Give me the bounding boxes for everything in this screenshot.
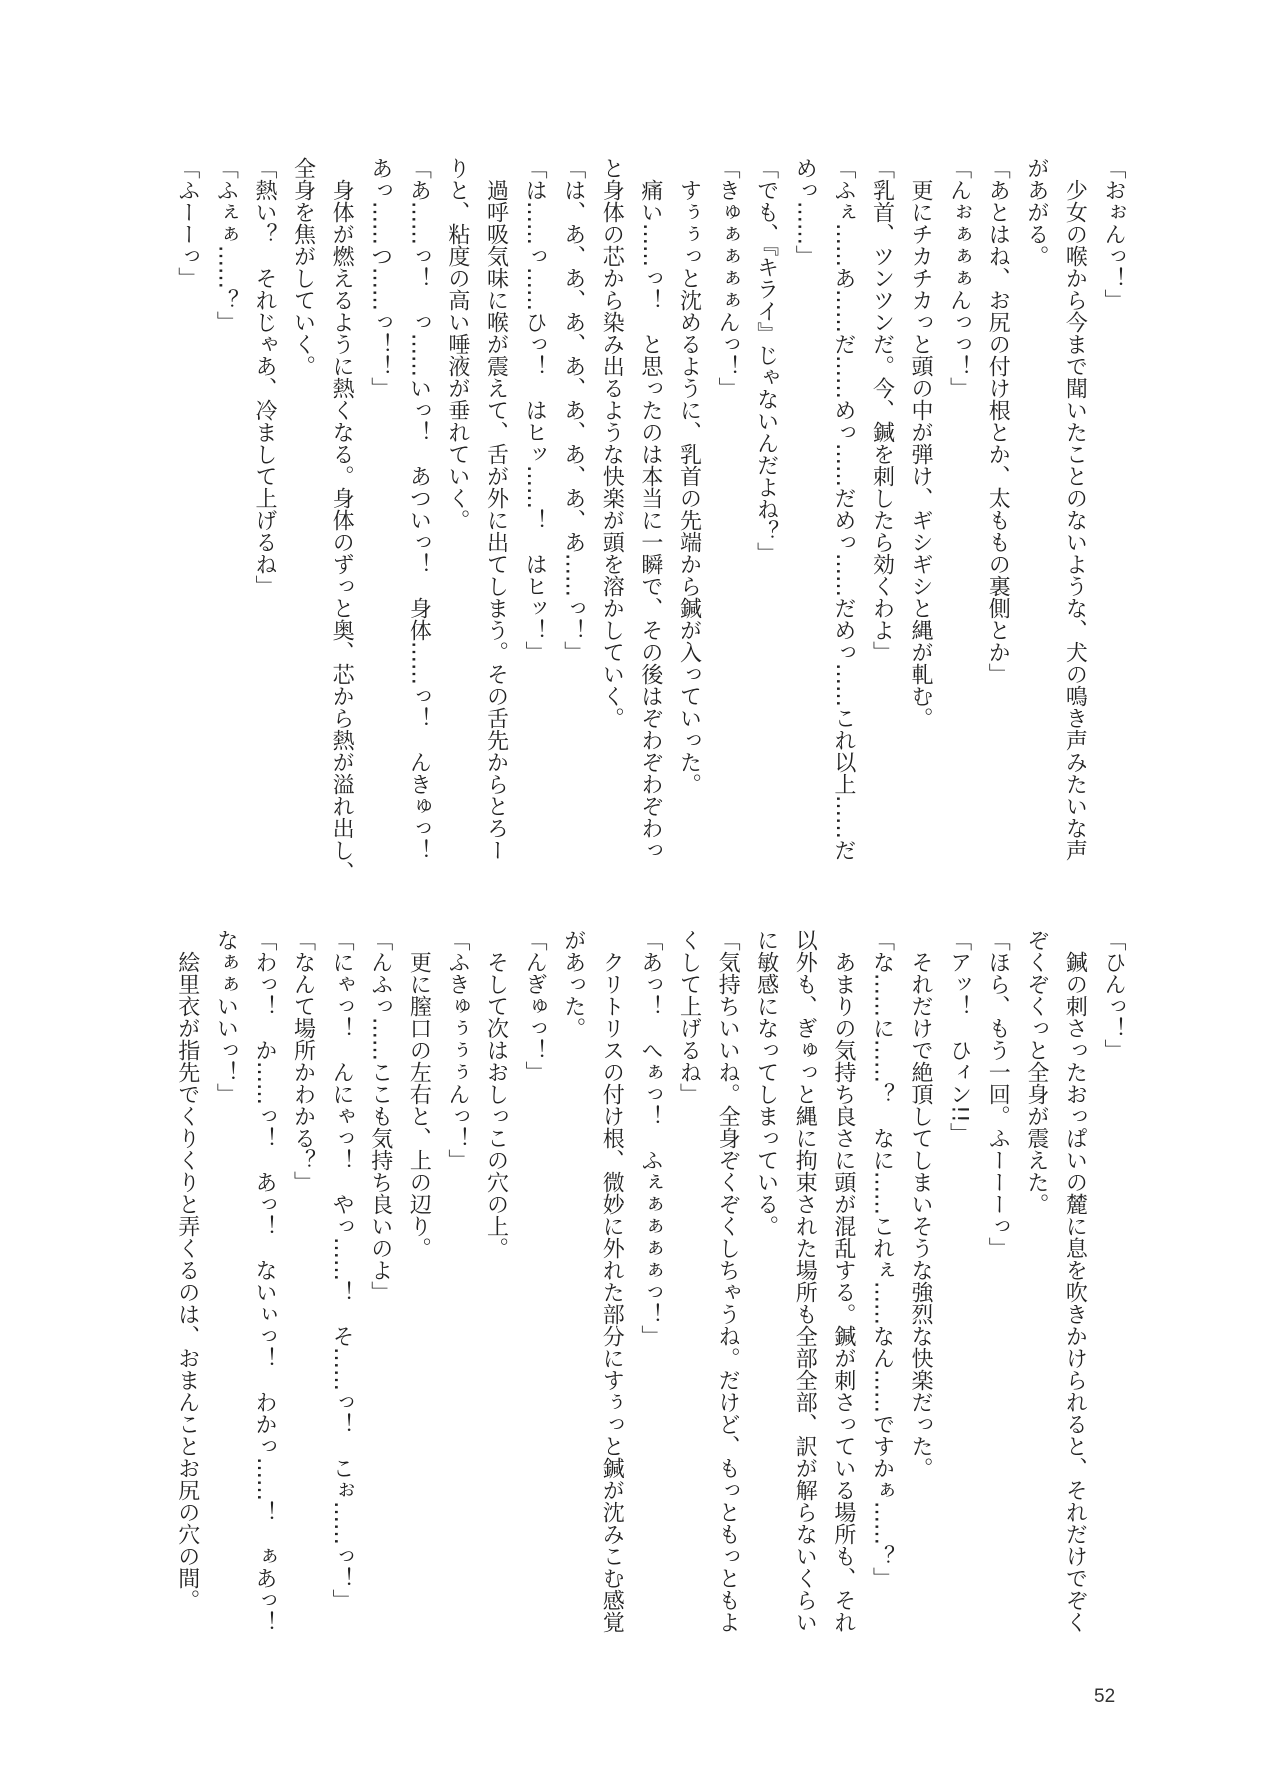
text-line: 「んぉぁぁぁんっっ！」 — [946, 157, 972, 399]
text-line: あっ……つ……っ！！」 — [367, 157, 393, 399]
text-line: 絵里衣が指先でくりくりと弄くるのは、おまんことお尻の穴の間。 — [174, 929, 200, 1611]
text-line: 「は、あ、あ、あ、あ、あ、あ、あ、あ……っ！」 — [560, 157, 586, 663]
text-line: 全身を焦がしていく。 — [290, 157, 316, 377]
text-line: めっ……」 — [792, 157, 818, 267]
text-line: 「なんて場所かわかる？」 — [290, 929, 316, 1193]
text-line: なぁぁいいっ！」 — [213, 929, 239, 1105]
text-line: すぅぅっと沈めるように、乳首の先端から鍼が入っていった。 — [676, 157, 702, 795]
text-block-top — [166, 157, 1132, 883]
text-line: それだけで絶頂してしまいそうな強烈な快楽だった。 — [908, 929, 934, 1479]
text-line: りと、粘度の高い唾液が垂れていく。 — [444, 157, 470, 531]
text-line: があがる。 — [1023, 157, 1049, 267]
text-line: ぞくぞくっと全身が震えた。 — [1023, 929, 1049, 1215]
page-number: 52 — [1094, 1686, 1116, 1707]
text-line: 更に膣口の左右と、上の辺り。 — [406, 929, 432, 1259]
text-line: 「は……っ……ひっ！ はヒッ……！ はヒッ！」 — [522, 157, 548, 663]
text-line: と身体の芯から染み出るような快楽が頭を溶かしていく。 — [599, 157, 625, 729]
text-line: 鍼の刺さったおっぱいの麓に息を吹きかけられると、それだけでぞく — [1062, 929, 1088, 1633]
text-line: 「熱い？ それじゃあ、冷まして上げるね」 — [251, 157, 277, 597]
text-block-bottom — [166, 929, 1132, 1641]
text-line: 「な……に……？ なに……これぇ……なん……ですかぁ……？」 — [869, 929, 895, 1589]
text-line: があった。 — [560, 929, 586, 1039]
text-line: 「おぉんっ！」 — [1101, 157, 1126, 311]
text-line: 「気持ちいいね。全身ぞくぞくしちゃうね。だけど、もっともっともよ — [715, 929, 741, 1633]
text-line: 以外も、ぎゅっと縄に拘束された場所も全部全部、訳が解らないくらい — [792, 929, 818, 1633]
text-line: 「あっ！ へぁっ！ ふぇぁぁぁぁっ！」 — [637, 929, 663, 1347]
text-line: 「ひんっ！」 — [1101, 929, 1126, 1061]
text-line: 「んぎゅっ！」 — [522, 929, 548, 1083]
text-line: 「にゃっ！ んにゃっ！ やっ……！ そ……っ！ こぉ……っ！」 — [329, 929, 355, 1611]
text-line: クリトリスの付け根、微妙に外れた部分にすぅっと鍼が沈みこむ感覚 — [599, 929, 625, 1633]
text-line: そして次はおしっこの穴の上。 — [483, 929, 509, 1259]
text-line: 「んふっ……ここも気持ち良いのよ」 — [367, 929, 393, 1303]
text-line: 「ふきゅぅぅぅんっ！」 — [444, 929, 470, 1171]
text-line: くして上げるね」 — [676, 929, 702, 1105]
text-line: 「ふぇ……あ……だ……めっ……だめっ……だめっ……これ以上……だ — [830, 157, 856, 861]
text-line: あまりの気持ち良さに頭が混乱する。鍼が刺さっている場所も、それ — [830, 929, 856, 1633]
text-line: 「ふぇぁ……？」 — [213, 157, 239, 333]
text-line: 「でも、『キライ』じゃないんだよね？」 — [753, 157, 779, 564]
text-line: 身体が燃えるように熱くなる。身体のずっと奥、芯から熱が溢れ出し、 — [329, 157, 355, 883]
text-line: 「ほら、もう一回。ふーーーっ」 — [985, 929, 1011, 1259]
text-line: 「あ……っ！ っ……いっ！ あついっ！ 身体……っ！ んきゅっ！ — [406, 157, 432, 861]
text-line: 「ふーーっ」 — [174, 157, 200, 289]
text-line: 「きゅぁぁぁぁんっ！」 — [715, 157, 741, 399]
text-line: 「アッ！ ひィン!!」 — [946, 929, 972, 1145]
text-line: 「あとはね、お尻の付け根とか、太ももの裏側とか」 — [985, 157, 1011, 685]
text-line: 「わっ！ か……っ！ あっ！ ないぃっ！ わかっ……！ ぁあっ！ — [251, 929, 277, 1633]
text-line: に敏感になってしまっている。 — [753, 929, 779, 1237]
text-line: 少女の喉から今まで聞いたことのないような、犬の鳴き声みたいな声 — [1062, 157, 1088, 861]
text-line: 更にチカチカっと頭の中が弾け、ギシギシと縄が軋む。 — [908, 157, 934, 729]
text-line: 痛い……っ！ と思ったのは本当に一瞬で、その後はぞわぞわぞわっ — [637, 157, 663, 861]
text-line: 「乳首、ツンツンだ。今、鍼を刺したら効くわよ」 — [869, 157, 895, 663]
text-line: 過呼吸気味に喉が震えて、舌が外に出てしまう。その舌先からとろー — [483, 157, 509, 861]
